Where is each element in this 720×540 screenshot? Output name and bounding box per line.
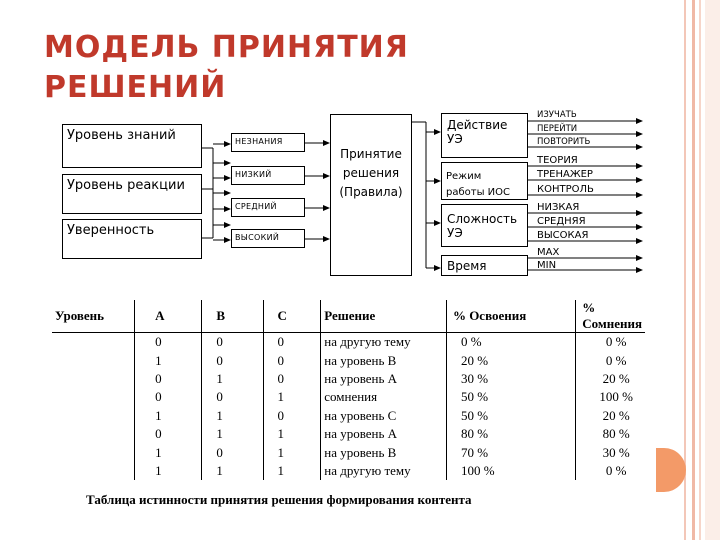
table-cell: 1 [202,462,263,480]
column-header: В [202,300,263,333]
table-cell: 0 % [576,462,645,480]
table-row [52,351,645,369]
column-header: С [263,300,321,333]
table-cell: 0 [263,370,321,388]
table-cell: 50 % [446,388,575,406]
column-header: % Сомнения [576,300,645,333]
output-label: Время [447,259,487,273]
table-cell: 20 % [576,407,645,425]
title-line: МОДЕЛЬ ПРИНЯТИЯ [44,30,409,65]
table-cell: 80 % [576,425,645,443]
column-header: А [135,300,202,333]
column-header: Решение [321,300,447,333]
table-cell: 0 [263,351,321,369]
output-box-complexity [441,204,528,247]
output-item-label: ПЕРЕЙТИ [537,124,578,134]
table-cell: 0 [135,333,202,352]
table-row [52,388,645,406]
table-row [52,370,645,388]
table-cell: 1 [263,462,321,480]
table-cell: на уровень А [321,425,447,443]
truth-table [52,300,645,480]
table-cell: 1 [135,443,202,461]
table-cell: на другую тему [321,462,447,480]
table-caption: Таблица истинности принятия решения формирования контента [86,492,472,507]
output-item-label: ТЕОРИЯ [537,155,578,166]
output-label: работы ИОС [446,187,510,198]
table-cell: на уровень В [321,351,447,369]
table-row [52,425,645,443]
table-cell: на уровень А [321,370,447,388]
table-cell: 1 [263,425,321,443]
output-label: Действие [447,118,508,132]
output-item-label: ИЗУЧАТЬ [537,110,577,120]
table-cell: 70 % [446,443,575,461]
title-line: РЕШЕНИЙ [44,70,227,105]
output-box-action [441,113,528,158]
table-cell: 80 % [446,425,575,443]
table-cell: 50 % [446,407,575,425]
decision-rules-box [330,114,412,276]
table-cell [52,462,135,480]
table-cell: 30 % [446,370,575,388]
output-label: Сложность [447,212,518,226]
table-row [52,407,645,425]
table-cell: 100 % [446,462,575,480]
table-cell: 1 [135,462,202,480]
column-header: Уровень [52,300,135,333]
table-cell: 20 % [576,370,645,388]
level-box-medium [231,198,305,217]
table-cell: 0 % [576,351,645,369]
table-cell: 1 [135,407,202,425]
input-confidence [62,219,202,259]
table-cell: 1 [263,388,321,406]
output-item-label: ВЫСОКАЯ [537,230,589,241]
output-box-mode [441,162,528,200]
output-label: УЭ [447,226,463,240]
output-label: УЭ [447,132,463,146]
table-cell: 0 [202,351,263,369]
level-label: НЕЗНАНИЯ [235,137,283,146]
input-knowledge-level [62,124,202,168]
table-cell: 20 % [446,351,575,369]
table-cell [52,370,135,388]
table-cell: на другую тему [321,333,447,352]
table-cell [52,407,135,425]
table-cell: 0 [135,370,202,388]
output-item-label: СРЕДНЯЯ [537,216,586,227]
table-cell [52,425,135,443]
output-item-label: ПОВТОРИТЬ [537,137,591,147]
table-cell: 0 [202,333,263,352]
table-cell: 1 [263,443,321,461]
level-box-high [231,229,305,248]
output-item-label: ТРЕНАЖЕР [537,169,593,180]
table-cell: 0 [263,333,321,352]
level-label: ВЫСОКИЙ [235,233,280,242]
table-cell: 0 [263,407,321,425]
input-label: Уровень реакции [67,178,185,193]
output-label: Режим [446,171,482,182]
table-cell: 30 % [576,443,645,461]
table-row [52,443,645,461]
table-header-row [52,300,645,333]
output-item-label: MIN [537,260,557,271]
table-cell: 0 [135,388,202,406]
level-label: НИЗКИЙ [235,170,272,179]
table-row [52,333,645,352]
table-cell: на уровень В [321,443,447,461]
table-cell: 0 [202,388,263,406]
center-label: (Правила) [339,185,403,199]
input-reaction-level [62,174,202,214]
table-row [52,462,645,480]
table-cell: на уровень С [321,407,447,425]
table-cell: 1 [202,370,263,388]
level-label: СРЕДНИЙ [235,202,277,211]
table-cell: сомнения [321,388,447,406]
output-item-label: НИЗКАЯ [537,202,580,213]
input-label: Уверенность [67,223,155,238]
table-cell: 1 [135,351,202,369]
output-box-time [441,255,528,276]
output-item-label: MAX [537,247,560,258]
table-cell [52,351,135,369]
table-cell: 0 [135,425,202,443]
table-cell: 100 % [576,388,645,406]
table-cell [52,388,135,406]
center-label: решения [342,166,400,180]
level-box-ignorance [231,133,305,152]
table-cell: 0 % [446,333,575,352]
table-cell: 0 [202,443,263,461]
input-label: Уровень знаний [67,128,176,143]
column-header: % Освоения [446,300,575,333]
output-item-label: КОНТРОЛЬ [537,184,594,195]
decor-half-circle [656,448,686,492]
table-cell [52,443,135,461]
level-box-low [231,166,305,185]
center-label: Принятие [340,147,402,161]
table-cell: 1 [202,407,263,425]
table-cell: 1 [202,425,263,443]
table-cell [52,333,135,352]
table-cell: 0 % [576,333,645,352]
